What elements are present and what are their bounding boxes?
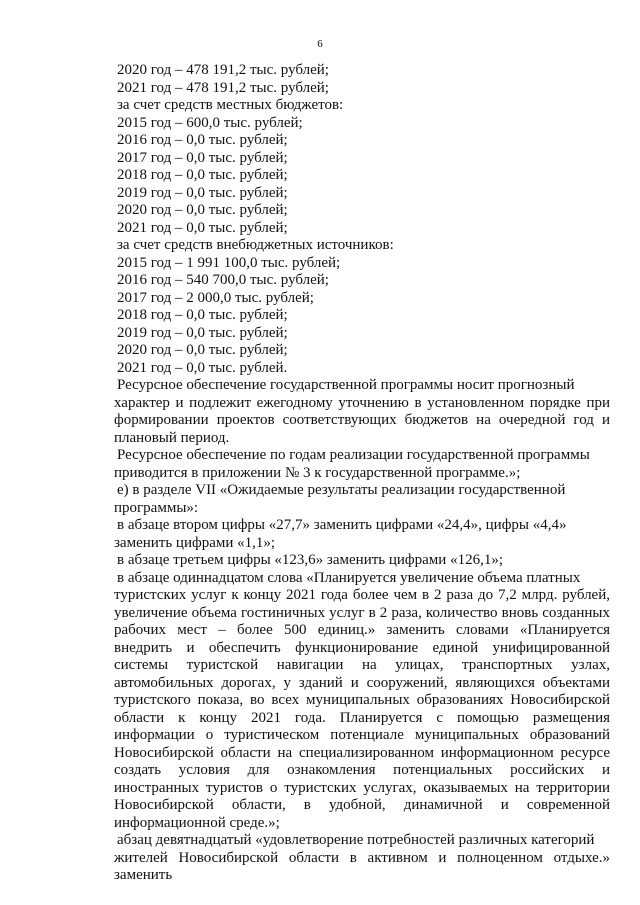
paragraph-first-line: в абзаце третьем цифры «123,6» заменить цифрами «126,1»; <box>117 552 503 568</box>
funding-line: 2017 год – 2 000,0 тыс. рублей; <box>117 289 314 306</box>
paragraph-body: приводится в приложении № 3 к государственной программе.»; <box>114 464 521 481</box>
paragraph <box>114 447 610 482</box>
funding-line: 2021 год – 0,0 тыс. рублей; <box>117 219 288 236</box>
paragraph-body: заменить цифрами «1,1»; <box>114 534 276 551</box>
funding-line: 2015 год – 1 991 100,0 тыс. рублей; <box>117 254 341 271</box>
paragraph-first-line: Ресурсное обеспечение по годам реализации государственной программы <box>117 447 590 463</box>
paragraph <box>114 377 610 447</box>
page-number: 6 <box>317 38 323 50</box>
paragraph-first-line: е) в разделе VII «Ожидаемые результаты реализации государственной <box>117 482 566 498</box>
paragraph <box>114 482 610 517</box>
funding-line: 2020 год – 0,0 тыс. рублей; <box>117 342 288 358</box>
paragraph <box>114 569 610 833</box>
paragraph-body: программы»: <box>114 499 199 516</box>
funding-line: 2020 год – 478 191,2 тыс. рублей; <box>117 62 329 78</box>
funding-line: 2016 год – 540 700,0 тыс. рублей; <box>117 272 329 288</box>
paragraph-body: характер и подлежит ежегодному уточнению в установленном порядке при формировании проектов соответствующих бюджетов на очередной год и плановый период. <box>114 394 610 446</box>
funding-heading: за счет средств местных бюджетов: <box>117 97 344 113</box>
paragraph <box>114 832 610 885</box>
paragraph <box>114 517 610 552</box>
paragraph-body: жителей Новосибирской области в активном и полноценном отдыхе.» заменить <box>114 849 610 883</box>
funding-line: 2016 год – 0,0 тыс. рублей; <box>117 132 288 148</box>
funding-line: 2017 год – 0,0 тыс. рублей; <box>117 149 288 166</box>
paragraph-first-line: в абзаце одиннадцатом слова «Планируется увеличение объема платных <box>117 569 581 586</box>
funding-line: 2019 год – 0,0 тыс. рублей; <box>117 324 288 341</box>
funding-line: 2021 год – 0,0 тыс. рублей. <box>117 359 288 376</box>
funding-line: 2018 год – 0,0 тыс. рублей; <box>117 167 288 183</box>
paragraph-first-line: Ресурсное обеспечение государственной программы носит прогнозный <box>117 377 575 393</box>
funding-line: 2019 год – 0,0 тыс. рублей; <box>117 184 288 201</box>
paragraph-body: туристских услуг к концу 2021 года более чем в 2 раза до 7,2 млрд. рублей, увеличение объема гостиничных услуг в 2 раза, количество вновь созданных рабочих мест – более 500 единиц.» заменить словами «Планируется внедрить и обеспечить функционирование единой унифицированной системы туристской навигации на улицах, транспортных узлах, автомобильных дорогах, у зданий и сооружений, являющихся объектами туристского показа, во всех муниципальных образованиях Новосибирской области к концу 2021 года. Планируется с помощью размещения информации о туристическом потенциале муниципальных образований Новосибирской области на специализированном информационном ресурсе создать условия для ознакомления потенциальных российских и иностранных туристов о туристских услугах, оказываемых на территории Новосибирской области, в удобной, динамичной и современной информационной среде.»; <box>114 587 610 831</box>
funding-heading: за счет средств внебюджетных источников: <box>117 237 394 253</box>
paragraph-first-line: в абзаце втором цифры «27,7» заменить цифрами «24,4», цифры «4,4» <box>117 517 567 533</box>
paragraph <box>117 552 610 570</box>
funding-line: 2018 год – 0,0 тыс. рублей; <box>117 307 288 323</box>
document-body <box>114 62 610 885</box>
paragraph-first-line: абзац девятнадцатый «удовлетворение потребностей различных категорий <box>117 832 595 848</box>
funding-line: 2021 год – 478 191,2 тыс. рублей; <box>117 79 329 96</box>
funding-line: 2015 год – 600,0 тыс. рублей; <box>117 114 303 131</box>
funding-line: 2020 год – 0,0 тыс. рублей; <box>117 202 288 218</box>
